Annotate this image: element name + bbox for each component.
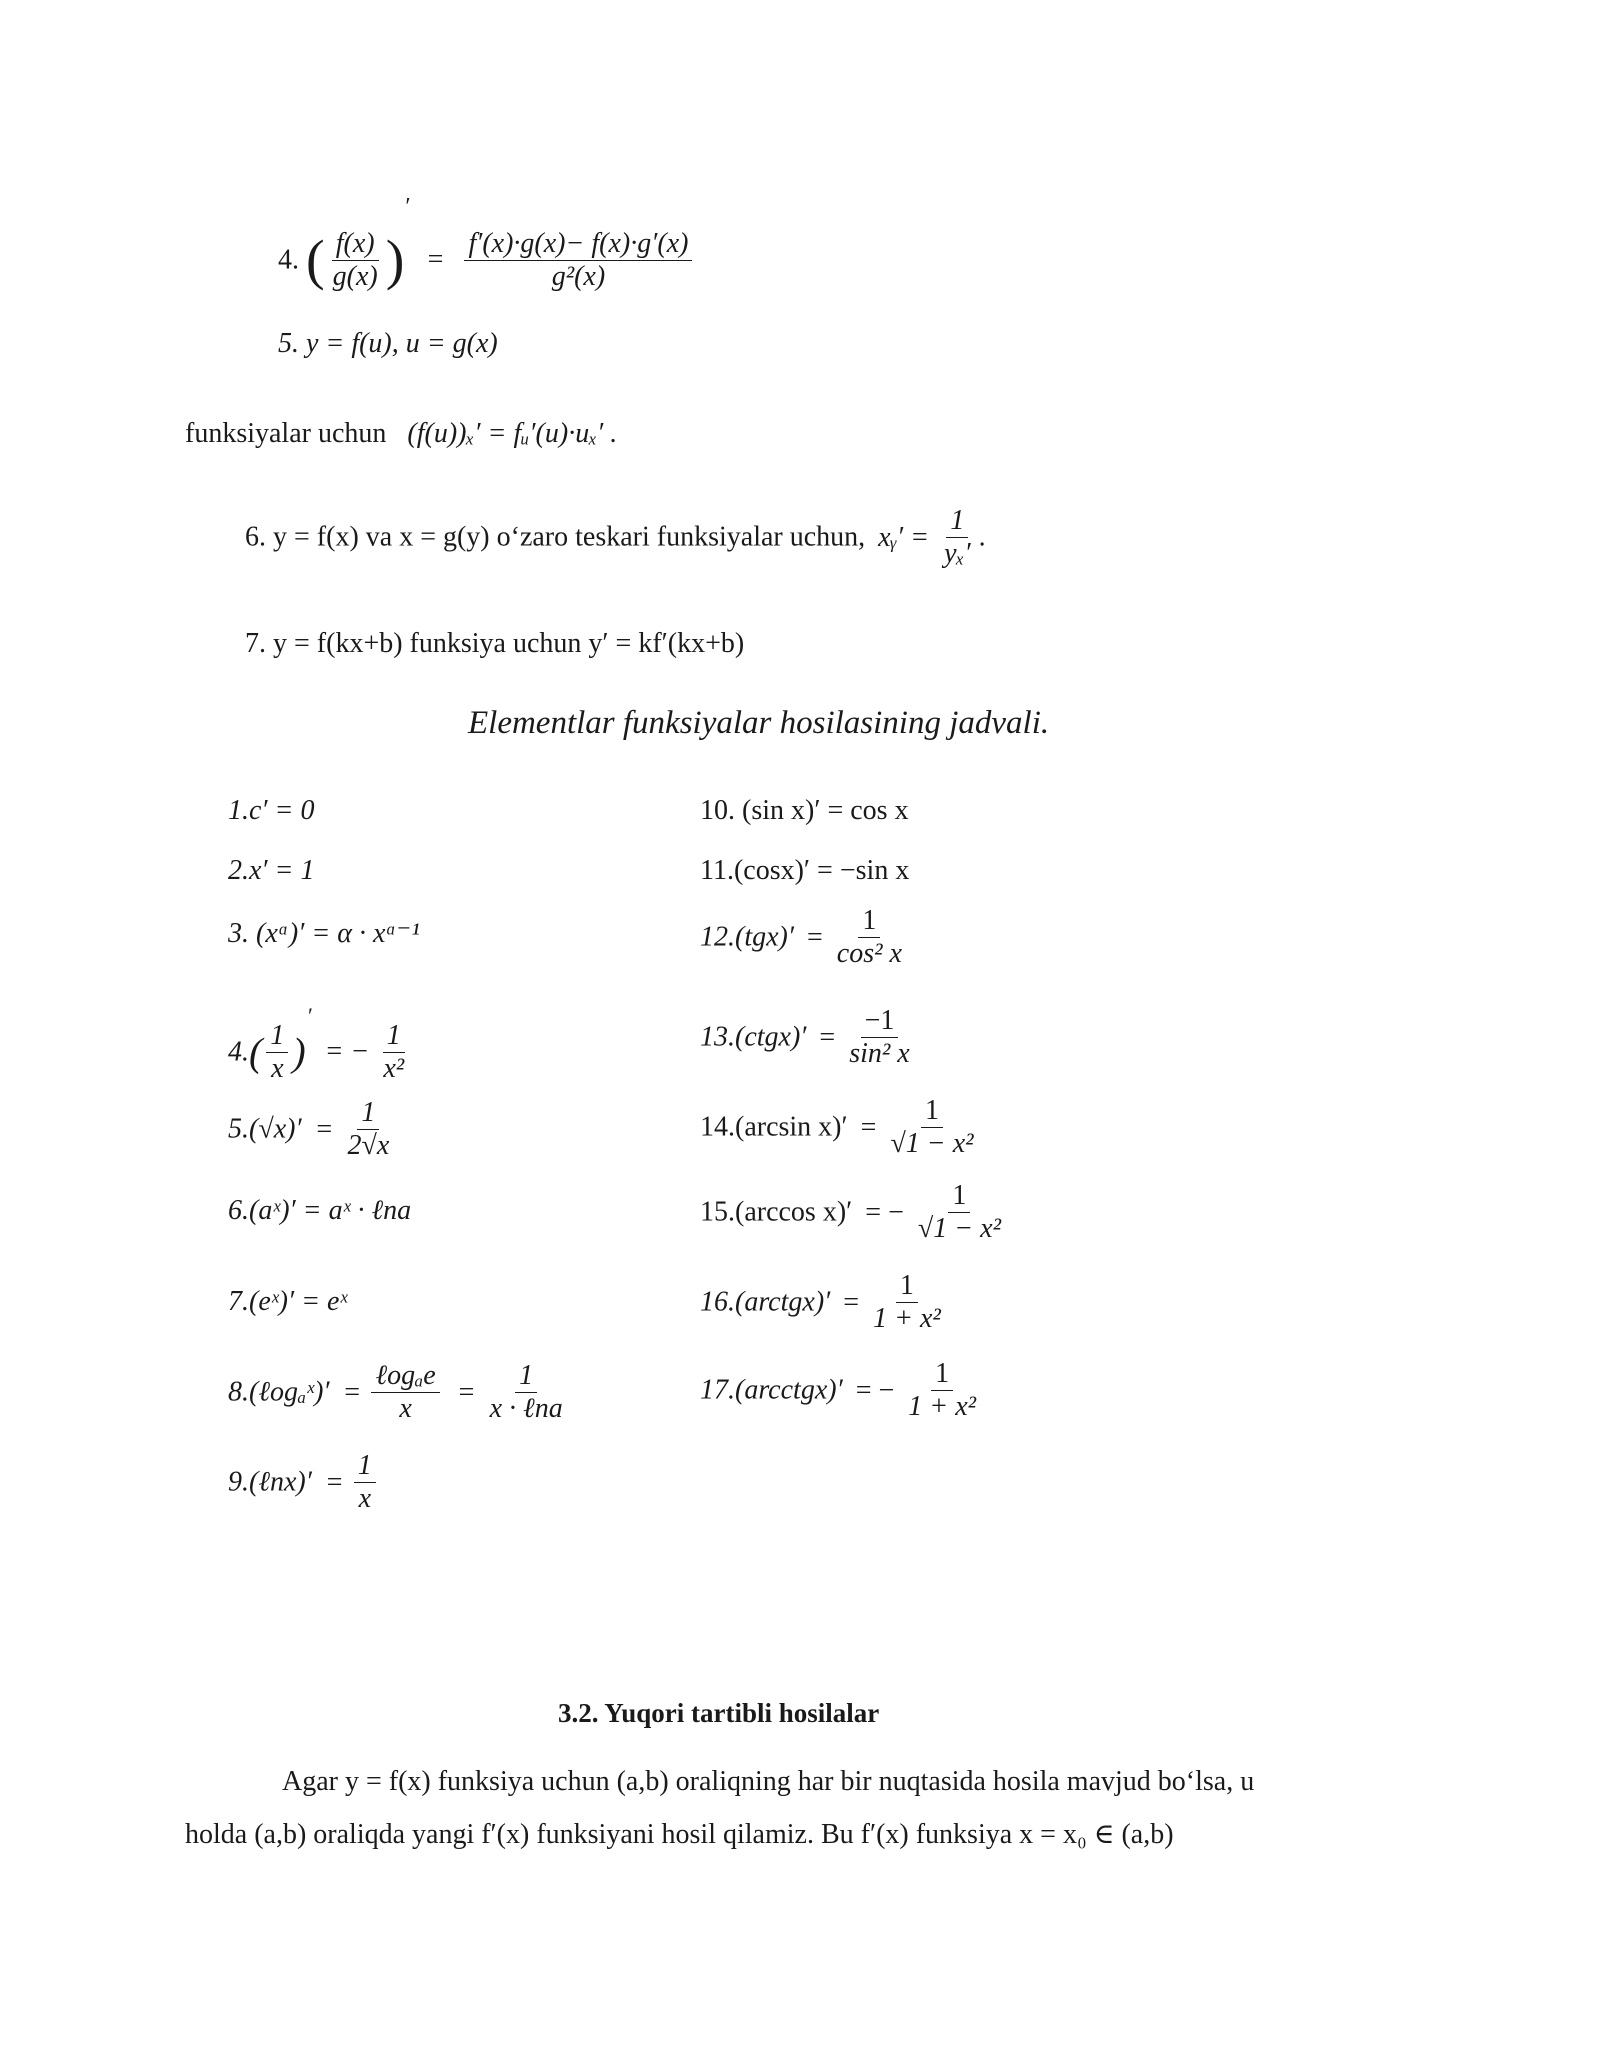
right-item-10: 10. (sin x)′ = cos x xyxy=(700,795,909,826)
right-item-12: 12.(tgx)′ = $\frac{1}{\text{cos² x}}$ xyxy=(700,905,902,970)
right-item-14: 14.(arcsin x)′ = $\frac{1}{\text{√1 − x²}}$ xyxy=(700,1095,974,1160)
rule-5: 5. y = f(u), u = g(x) xyxy=(278,328,498,359)
right-item-13: 13.(ctgx)′ = $\frac{-1}{\text{sin² x}}$ xyxy=(700,1005,910,1070)
rule-7: 7. y = f(kx+b) funksiya uchun y′ = kf′(kx+b) xyxy=(245,628,745,659)
rule-6-fraction: $\frac{1}{\text{yₓ′}}$ xyxy=(944,505,971,570)
rule-4-rhs-fraction: $\frac{f'(x)\cdot g(x)- f(x)\cdot g'(x)}{\text{g²(x)}}$ xyxy=(464,228,692,293)
left-item-6: 6.(aˣ)′ = aˣ · ℓna xyxy=(228,1195,412,1226)
left-item-7: 7.(eˣ)′ = eˣ xyxy=(228,1286,348,1317)
left-item-5: 5.(√x)′ = $\frac{1}{2√x}$ xyxy=(228,1097,390,1162)
paragraph-line-1: Agar y = f(x) funksiya uchun (a,b) oraliqning har bir nuqtasida hosila mavjud bo‘lsa, u xyxy=(282,1766,1255,1797)
left-item-3: 3. (xᵅ)′ = α · xᵅ⁻¹ xyxy=(228,918,420,949)
rule-4-number: 4. xyxy=(278,244,299,276)
rule-4: 4. ( $\frac{f(x)}{g(x)}$ )′ = $\frac{f'(x)\cdot g(x)- f(x)\cdot g'(x)}{\text{g²(x)}}$ xyxy=(278,195,696,293)
left-item-9: 9.(ℓnx)′ = $\frac{1}{x}$ xyxy=(228,1450,380,1515)
table-title: Elementlar funksiyalar hosilasining jadvali. xyxy=(468,705,1050,741)
right-item-15: 15.(arccos x)′ = − $\frac{1}{\text{√1 − x²}}$ xyxy=(700,1180,1001,1245)
left-item-2: 2.x′ = 1 xyxy=(228,855,315,886)
rule-6: 6. y = f(x) va x = g(y) o‘zaro teskari funksiyalar uchun, xᵧ′ = $\frac{1}{\text{yₓ′}}$ . xyxy=(245,505,986,570)
rule-5-composite xyxy=(185,420,617,448)
right-item-16: 16.(arctgx)′ = $\frac{1}{\text{1 + x²}}$ xyxy=(700,1270,941,1335)
rule-6-lhs: xᵧ′ = xyxy=(878,521,930,553)
left-item-4: 4.( $\frac{1}{x}$ )′ = − $\frac{1}{\text{x²}}$ xyxy=(228,1003,405,1084)
rule-5-composite-formula: (f(u))ₓ′ = fᵤ′(u)·uₓ′ . xyxy=(407,418,618,449)
left-item-8: 8.(ℓogₐˣ)′ = $\frac{\text{ℓogₐe}}{x}$ = $\frac{1}{\text{x · ℓna}}$ xyxy=(228,1360,563,1425)
rule-5-composite-prefix: funksiyalar uchun xyxy=(185,418,387,449)
rule-4-lhs-fraction: $\frac{f(x)}{g(x)}$ xyxy=(332,227,378,292)
right-item-11: 11.(cosx)′ = −sin x xyxy=(700,855,910,886)
left-item-1: 1.c′ = 0 xyxy=(228,795,315,826)
paragraph-line-2: holda (a,b) oraliqda yangi f′(x) funksiyani hosil qilamiz. Bu f′(x) funksiya x = x₀ ∈ (a,b) xyxy=(185,1819,1174,1850)
right-item-17: 17.(arcctgx)′ = − $\frac{1}{\text{1 + x²}}$ xyxy=(700,1358,977,1423)
section-title: 3.2. Yuqori tartibli hosilalar xyxy=(558,1698,880,1728)
rule-6-text: 6. y = f(x) va x = g(y) o‘zaro teskari funksiyalar uchun, xyxy=(245,521,866,553)
